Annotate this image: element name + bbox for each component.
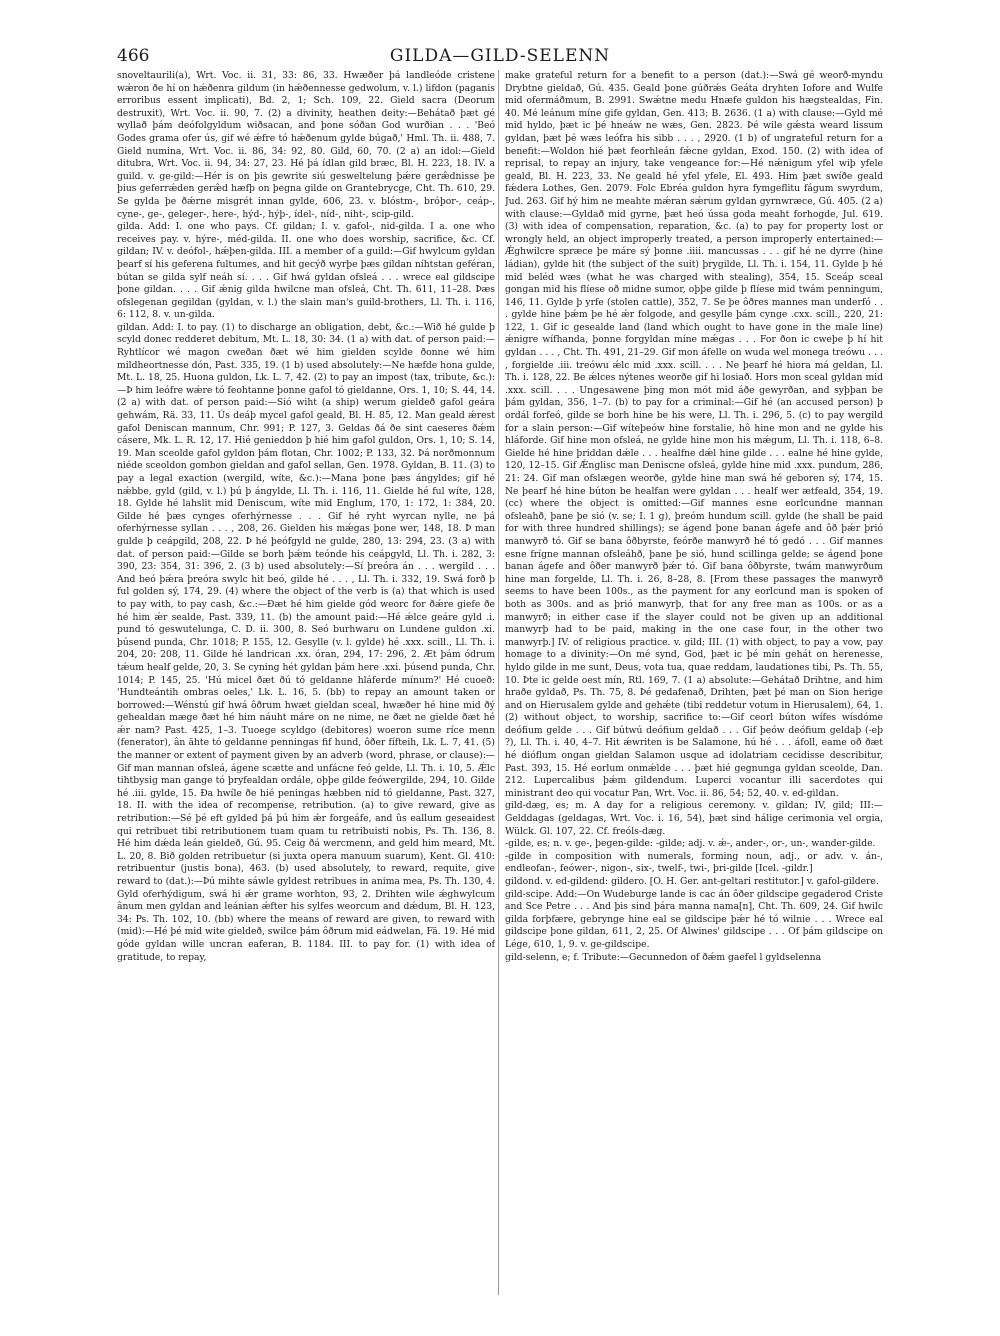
dictionary-entry: -gilde in composition with numerals, forming noun, adj., or adv. v. án-, endleofan-, feówer-, nigon-, six-, twelf-, twi-, þri-gilde [Icel. -gildr.]	[505, 850, 883, 875]
dictionary-entry: -gilde, es; n. v. ge-, þegen-gilde: -gilde; adj. v. ǽ-, ander-, or-, un-, wander-gilde.	[505, 838, 876, 850]
dictionary-entry: snoveltaurili(a), Wrt. Voc. ii. 31, 33: 86, 33. Hwæðer þá landleóde cristene wǽron ðe hí on hǽðenra gildum (in hǽðennesse gedwolum, v. l.) lifdon (paganis erroribus essent implicati), Bd. 2, 1; Sch. 109, 22. Gield sacra (Deorum destruxit), Wrt. Voc. ii. 90, 7. (2) a divinity, heathen deity:—Behátað þæt gé wyllað þám deófolgyldum wiðsacan, and þone sóðan God wurðian . . . 'Beó Godes grama ofer ús, gif wé ǽfre tó hǽðenum gylde búgað,' Hml. Th. ii. 488, 7. Gield numina, Wrt. Voc. ii. 86, 34: 92, 80. Gild, 60, 70. (2 a) an idol:—Gield ditubra, Wrt. Voc. ii. 94, 34: 27, 23. Hé þá ídlan gild bræc, Bl. H. 223, 18. IV. a guild. v. ge-gild:—Hér is on þis gewrite siú gesweltelung þǽre geræ̂dnisse þe þius geferrǽden geræ̂d hæfþ on þegna gilde on Grantebrycge, Cht. Th. 610, 29. Se gylda þe ðǽrne misgrét innan gylde, 606, 23. v. blóstm-, bróþor-, ceáp-, cyne-, ge-, geleger-, here-, hýd-, hýþ-, ídel-, níd-, niht-, scip-gild.	[117, 70, 495, 220]
page-number: 466	[117, 46, 150, 66]
column-divider	[498, 70, 499, 1295]
dictionary-entry: make grateful return for a benefit to a person (dat.):—Swá gé weorð-myndu Drybtne gieldað, Gú. 435. Geald þone gúðrǽs Geáta dryhten Iofore and Wulfe mid ofermáðmum, B. 2991. Swǽtne medu Hnæfe guldon his hægstealdas, Fin. 40. Mé leánum míne gife gyldan, Gen. 413; B. 2636. (1 a) with clause:—Gyld mé mid hyldo, þæt ic þé hneáw ne wæs, Gen. 2823. Þé wile gǽsta weard lissum gyldan, þæt þé wæs leófra his sibb . . . , 2920. (1 b) of ungrateful return for a benefit:—Woldon hié þæt feorhleán fǽcne gyldan, Exod. 150. (2) with idea of reprisal, to repay an injury, take vengeance for:—Hé nǽnigum yfel wiþ yfele geald, Bl. H. 223, 33. Ne geald hé yfel yfele, El. 493. Him þæt swíðe geald fǽdera Lothes, Gen. 2079. Folc Ebréa guldon hyra fymgeflitu fágum swyrdum, Jud. 263. Gif hý him ne meahte mǽran sǽrum gyldan gyrnwræce, Gú. 405. (2 a) with clause:—Gyldað mid gyrne, þæt heó ússa goda meaht forhogde, Jul. 619. (3) with idea of compensation, reparation, &c. (a) to pay for property lost or wrongly held, an object improperly treated, a person improperly entertained:—Ǽghwilcre spræce þe máre sý þonne .iiii. mancussas . . . gif hé ne dyrre (hine ládian), gylde hit (the subject of the suit) þrygilde, Ll. Th. i. 154, 11. Gylde þ hé mid beléd wæs (what he was charged with stealing), 354, 15. Sceáp sceal gongan mid his flíese oð midne sumor, oþþe gilde þ flíese mid twám penningum, 146, 11. Gylde þ yrfe (stolen cattle), 352, 7. Se þe ôðres mannes man underfó . . . gylde hine þǽm þe hé ǽr folgode, and gesylle þám cynge .cxx. scill., 220, 21: 122, 1. Gif ic gesealde land (land which ought to have gone in the male line) ǽnigre wífhanda, þonne forgyldan míne mǽgas . . . For ðon ic cweþe þ hí hit gyldan . . . , Cht. Th. 491, 21–29. Gif mon áfelle on wuda wel monega treówu . . . , forgielde .iii. treówu ǽlc mid .xxx. scill. . . . Ne þearf hé hiora má geldan, Ll. Th. i. 128, 22. Be ǽlces nýtenes weorðe gif hi losiað. Hors mon sceal gyldan mid .xxx. scill. . . . Ungesawene þing mon mót mid áðe gewyrðan, and syþþan be þám gyldan, 356, 1–7. (b) to pay for a criminal:—Gif hé (an accused person) þ ordál forfeó, gilde se borh hine be his were, Ll. Th. i. 296, 5. (c) to pay wergild for a slain person:—Gif wítеþeów hine forstalie, hô hine mon and ne gylde his hláforde. Gif hine mon ofsleá, ne gylde hine mon his mǽgum, Ll. Th. i. 118, 6–8. Gielde hé hine þriddan dǽle . . . healfne dǽl hine gilde . . . ealne hé hine gylde, 120, 12–15. Gif Ǽnglisc man Deniscne ofsleá, gylde hine mid .xxx. pundum, 286, 21: 24. Gif man ofslægen weorðe, gylde hine man swá hé geboren sý, 174, 15. Ne þearf hé hine búton be healfan were gyldan . . . healf wer ætfeald, 354, 19. (cc) where the object is omitted:—Gif mannes esne eorlcundne mannan ofsleahð, þane þe sió (v. se; I. 1 g), þreóm hundum scill. gylde (he shall be paid for with three hundred shillings); se ágend þone banan ágefe and ôð þǽr þrió manwyrð tó. Gif se bana ôðbyrste, feórðe manwyrð hé tó gedó . . . Gif mannes esne frígne mannan ofsleáhð, þane þe sió, hund scillinga gelde; se ágend þone banan ágefe and ôðer manwyrð þǽr tó. Gif bana ôðbyrste, twám manwyrðum hine man forgelde, Ll. Th. i. 26, 8–28, 8. [From these passages the manwyrð seems to have been 100s., as the payment for any eorlcund man is spoken of both as 300s. and as þrió manwyrþ, that for any free man as 100s. or as a manwyrð; in either case if the slayer could not be given up an additional manwyrþ had to be paid, making in the one case four, in the other two manwyrþ.] IV. of religious practice. v. gild; III. (1) with object, to pay a vow, pay homage to a divinity:—On mé synd, God, þæt ic þé mín gehát on herenesse, hyldo gilde in me sunt, Deus, vota tua, quae reddam, laudationes tibi, Ps. Th. 55, 10. Þte ic gelde oest mín, Rtl. 169, 7. (1 a) absolute:—Gehátað Drihtne, and him hraðe gyldað, Ps. Th. 75, 8. Þé gedafenað, Drihten, þæt þé man on Sion herige and on Hierusalem gylde and gehǽte (tibi reddetur votum in Hierusalem), 64, 1. (2) without object, to worship, sacrifice to:—Gif ceorl búton wífes wísdóme deófium gelde . . . Gif bútwú deófium geldað . . . Gif þeów deófium geldaþ (-eþ ?), Ll. Th. i. 40, 4–7. Hit ǽwriten is be Salamone, hú hé . . . áfoll, eame oð ðæt hé dióflum ongan gieldan Salamon usque ad idolatriam cecidisse describitur, Past. 393, 15. Hé eorlum onmǽlde . . . þæt hié gegnunga gyldan sceolde, Dan. 212. Lupercalibus þǽm gildendum. Luperci vocantur illi sacerdotes qui ministrant deo qui vocatur Pan, Wrt. Voc. ii. 86, 54; 52, 40. v. ed-gildan.	[505, 70, 883, 799]
left-column	[117, 70, 495, 1295]
running-title: GILDA—GILD-SELENN	[389, 46, 611, 66]
dictionary-entry: gilda. Add: I. one who pays. Cf. gildan; I. v. gafol-, nid-gilda. I a. one who receives pay. v. hýre-, méd-gilda. II. one who does worship, sacrifice, &c. Cf. gildan; IV. v. deófol-, hǽþen-gilda. III. a member of a guild:—Gif hwylcum gyldan þearf sí his geferena fultumes, and hit gecýð wyrþe þæs gildan níhtstan geféran, bútan se gilda sylf neáh sí. . . . Gif hwá gyldan ofsleá . . . wrece eal gildscipe þone gildan. . . . Gif ǽnig gilda hwilcne man ofsleá, Cht. Th. 611, 11–28. Þæs ofslegenan gegildan (gyldan, v. l.) the slain man's guild-brothers, Ll. Th. i. 116, 6: 112, 8. v. un-gilda.	[117, 221, 495, 321]
dictionary-entry: gildan. Add: I. to pay. (1) to discharge an obligation, debt, &c.:—Wið hé gulde þ scyld donec redderet debitum, Mt. L. 18, 30: 34. (1 a) with dat. of person paid:—Ryhtlícor wé magon cweðan ðæt wé him gielden scylde ðonne wé him mildheortnesse dón, Past. 335, 19. (1 b) used absolutely:—Ne hæfde hona gulde, Mt. L. 18, 25. Huona guldon, Lk. L. 7, 42. (2) to pay an impost (tax, tribute, &c.):—Þ him leófre wǽre tó feohtanne þonne gafol tó gieldanne, Ors. 1, 10; S. 44, 14. (2 a) with dat. of person paid:—Sió wiht (a ship) werum gieldeð gafol geára gehwám, Rä. 33, 11. Ús deáþ mycel gafol geald, Bl. H. 85, 12. Man geald ǽrest gafol Deniscan mannum, Chr. 991; P. 127, 3. Geldas ðá ðe sint caeseres ðǽm cásere, Mk. L. R. 12, 17. Hié genieddon þ hié him gafol guldon, Ors. 1, 10; S. 14, 19. Man sceolde gafol gyldon þám flotan, Chr. 1002; P. 133, 32. Þá norðmonnum niéde sceoldon gombon gieldan and gafol sellan, Gen. 1978. Gyldan, B. 11. (3) to pay a legal exaction (wergild, wíte, &c.):—Mana þone þæs ángyldes; gif hé nǽbbe, gyld (gild, v. l.) þú þ ángylde, Ll. Th. i. 116, 11. Gielde hé ful wíte, 128, 18. Gylde hé lahslit mid Deniscum, wíte mid Englum, 170, 1: 172, 1: 384, 20. Gilde hé þæs cynges oferhýrnesse . . . Gif hé ryht wyrcan nylle, ne þá oferhýrnesse syllan . . . , 208, 26. Gielden his mǽgas þone wer, 148, 18. Þ man gulde þ ceápgild, 208, 22. Þ hé þeófgyld ne gulde, 280, 13: 294, 23. (3 a) with dat. of person paid:—Gilde se borh þǽm teónde his ceápgyld, Ll. Th. i. 282, 3: 390, 23: 354, 31: 396, 2. (3 b) used absolutely:—Sí þreóra án . . . wergild . . . And beó þǽra þreóra swylc hit beó, gilde hé . . . , Ll. Th. i. 332, 19. Swá forð þ ful golden sý, 174, 29. (4) where the object of the verb is (a) that which is used to pay with, to pay cash, &c.:—Ðæt hé him gielde gód weorc for ðǽre giefe ðe hé him ǽr sealde, Past. 339, 11. (b) the amount paid:—Hé ǽlce geáre gyld .i. pund tó geswutelunga, C. D. ii. 300, 8. Seó burhwaru on Lundene guldon .xi. þúsend punda, Chr. 1018; P. 155, 12. Gesylle (v. l. gylde) hé .xxx. scill., Ll. Th. i. 204, 20: 208, 11. Gilde hé landrican .xx. óran, 294, 17: 296, 2. Æt þám ódrum tǽum healf gelde, 20, 3. Se cyning hét gyldan þám here .xxi. þúsend punda, Chr. 1014; P. 145, 25. 'Hú micel ðæt ðú tó geldanne hláferde mínum?' Hé cuoeð: 'Hundteántih ombras oeles,' Lk. L. 16, 5. (bb) to repay an amount taken or borrowed:—Wénstú gif hwá ôðrum hwæt gieldan sceal, hwæðer hé hine mid ðý gehealdan mæge ðæt hé him náuht máre on ne nime, ne ðæt ne gielde ðæt hé ǽr nam? Past. 425, 1–3. Tuoege scyldgo (debitores) woeron sume ríce menn (fenerator), ân ähte tó geldanne penningas fif hund, ôðer fífteih, Lk. L. 7, 41. (5) the manner or extent of payment given by an adverb (word, phrase, or clause):—Gif man mannan ofsleá, ágene scætte and unfácne feó gelde, Ll. Th. i. 10, 5. Ǽlc tihtbysig man gange tó þryfealdan ordále, oþþe gilde feówergilde, 294, 10. Gilde hé .iii. gylde, 15. Ða hwíle ðe hié peningas hæbben níd tó gieldanne, Past. 327, 18. II. with the idea of recompense, retribution. (a) to give reward, give as retribution:—Sé þé eft gylded þá þú him ǽr forgeáfe, and ûs eallum geseaidest qui retribuet tibi retributionem tuam quam tu retribuisti nobis, Ps. Th. 136, 8. Hé him dǽda leán gieldeð, Gú. 95. Ceig ðá wercmenn, and geld him meard, Mt. L. 20, 8. Bið golden retribuetur (si juxta opera manuum suarum), Kent. Gl. 410: retribuentur (justis bona), 463. (b) used absolutely, to reward, requite, give reward to (dat.):—Þú mihte sáwle gyldest retribues in anima mea, Ps. Th. 130, 4. Gyld oferhýdigum, swá hi ǽr grame worhton, 93, 2. Drihten wile ǽghwylcum ânum men gyldan and leánian ǽfter his sylfes weorcum and dǽdum, Bl. H. 123, 34: Ps. Th. 102, 10. (bb) where the means of reward are given, to reward with (mid):—Hé þé mid wite gieldeð, swilce þám ôðrum mid eádwelan, Fä. 19. Hé mid góde gyldan wille uncran eaferan, B. 1184. III. to pay for. (1) with idea of gratitude, to repay,	[117, 321, 495, 963]
dictionary-entry: gild-selenn, e; f. Tribute:—Gecunnedon of ðǽm gaefel l gyldselenna	[505, 951, 822, 963]
dictionary-entry: gild-dæg, es; m. A day for a religious ceremony. v. gildan; IV, gild; III:—Gelddagas (geldagas, Wrt. Voc. i. 16, 54), þæt sind hálige cerimonia vel orgia, Wülck. Gl. 107, 22. Cf. freóls-dæg.	[505, 800, 883, 837]
right-column	[505, 70, 883, 1295]
page-header	[0, 46, 1000, 72]
dictionary-entry: gild-scipe. Add:—On Wudeburge lande is cac án ôðer gildscipe gegaderod Criste and Sce Petre . . . And þis sind þára manna nama[n], Cht. Th. 609, 24. Gif hwilc gilda forþfære, gebrynge hine eal se gildscipe þǽr hé tó wilnie . . . Wrece eal gildscipe þone gildan, 611, 2, 25. Of Alwines' gildscipe . . . Of þám gildscipe on Lége, 610, 1, 9. v. ge-gildscipe.	[505, 888, 883, 950]
dictionary-entry: gildond. v. ed-gildend: gildero. [O. H. Ger. ant-geltari restitutor.] v. gafol-gildere.	[505, 876, 879, 887]
